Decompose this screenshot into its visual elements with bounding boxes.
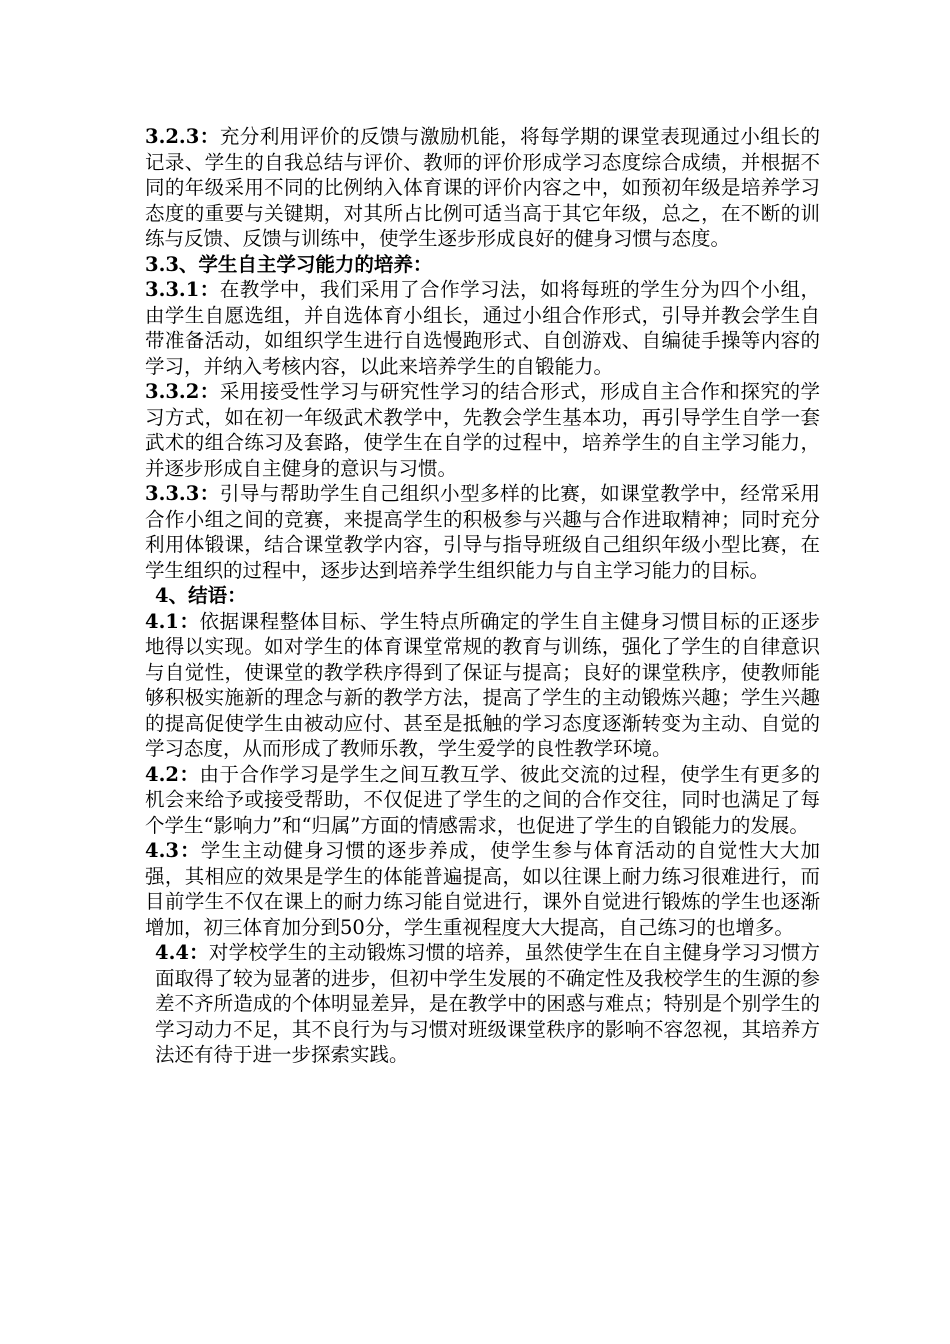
paragraph-text: 采用接受性学习与研究性学习的结合形式，形成自主合作和探究的学习方式，如在初一年级武术教学中，先教会学生基本功，再引导学生自学一套武术的组合练习及套路，使学生在自学的过程中，培养学生的自主学习能力，并逐步形成自主健身的意识与习惯。 [145,380,820,480]
document-body [145,124,820,1068]
paragraph-3-3-3 [145,481,820,583]
paragraph-text: 依据课程整体目标、学生特点所确定的学生自主健身习惯目标的正逐步地得以实现。如对学生的体育课堂常规的教育与训练，强化了学生的自律意识与自觉性，使课堂的教学秩序得到了保证与提高；良好的课堂秩序，使教师能够积极实施新的理念与新的教学方法，提高了学生的主动锻炼兴趣；学生兴趣的提高促使学生由被动应付、甚至是抵触的学习态度逐渐转变为主动、自觉的学习态度，从而形成了教师乐教，学生爱学的良性教学环境。 [145,609,820,760]
paragraph-3-3-1 [145,277,820,379]
section-number: 4.4： [155,941,209,964]
paragraph-text: 对学校学生的主动锻炼习惯的培养，虽然使学生在自主健身学习习惯方面取得了较为显著的进步，但初中学生发展的不确定性及我校学生的生源的参差不齐所造成的个体明显差异，是在教学中的困惑与难点；特别是个别学生的学习动力不足，其不良行为与习惯对班级课堂秩序的影响不容忽视，其培养方法还有待于进一步探索实践。 [155,941,820,1066]
section-number: 3.2.3： [145,125,220,148]
paragraph-text: 在教学中，我们采用了合作学习法，如将每班的学生分为四个小组，由学生自愿选组，并自选体育小组长，通过小组合作形式，引导并教会学生自带准备活动，如组织学生进行自选慢跑形式、自创游戏、自编徒手操等内容的学习，并纳入考核内容，以此来培养学生的自锻能力。 [145,278,820,378]
paragraph-3-3-2 [145,379,820,481]
section-number: 3.3.1： [145,278,220,301]
paragraph-3-2-3 [145,124,820,252]
paragraph-text: 学生主动健身习惯的逐步养成，使学生参与体育活动的自觉性大大加强，其相应的效果是学生的体能普遍提高，如以往课上耐力练习很难进行，而目前学生不仅在课上的耐力练习能自觉进行，课外自觉进行锻炼的学生也逐渐增加，初三体育加分到50分，学生重视程度大大提高，自己练习的也增多。 [145,839,820,939]
section-number: 3.3.3： [145,482,220,505]
heading-3-3: 3.3、学生自主学习能力的培养： [145,252,433,276]
section-number: 4.2： [145,762,200,786]
paragraph-text: 由于合作学习是学生之间互教互学、彼此交流的过程，使学生有更多的机会来给予或接受帮助，不仅促进了学生的之间的合作交往，同时也满足了每个学生“影响力”和“归属”方面的情感需求，也促进了学生的自锻能力的发展。 [145,762,820,837]
paragraph-4-4 [145,940,820,1068]
paragraph-4-2 [145,762,820,839]
section-number: 4.1： [145,609,200,633]
heading-4: 4、结语： [155,584,247,607]
section-number: 3.3.2： [145,380,220,403]
paragraph-4-1 [145,609,820,762]
paragraph-4-3 [145,838,820,940]
paragraph-text: 充分利用评价的反馈与激励机能，将每学期的课堂表现通过小组长的记录、学生的自我总结与评价、教师的评价形成学习态度综合成绩，并根据不同的年级采用不同的比例纳入体育课的评价内容之中，如预初年级是培养学习态度的重要与关键期，对其所占比例可适当高于其它年级，总之，在不断的训练与反馈、反馈与训练中，使学生逐步形成良好的健身习惯与态度。 [145,125,820,250]
section-number: 4.3： [145,839,201,862]
paragraph-text: 引导与帮助学生自己组织小型多样的比赛，如课堂教学中，经常采用合作小组之间的竞赛，来提高学生的积极参与兴趣与合作进取精神；同时充分利用体锻课，结合课堂教学内容，引导与指导班级自己组织年级小型比赛，在学生组织的过程中，逐步达到培养学生组织能力与自主学习能力的目标。 [145,482,820,582]
